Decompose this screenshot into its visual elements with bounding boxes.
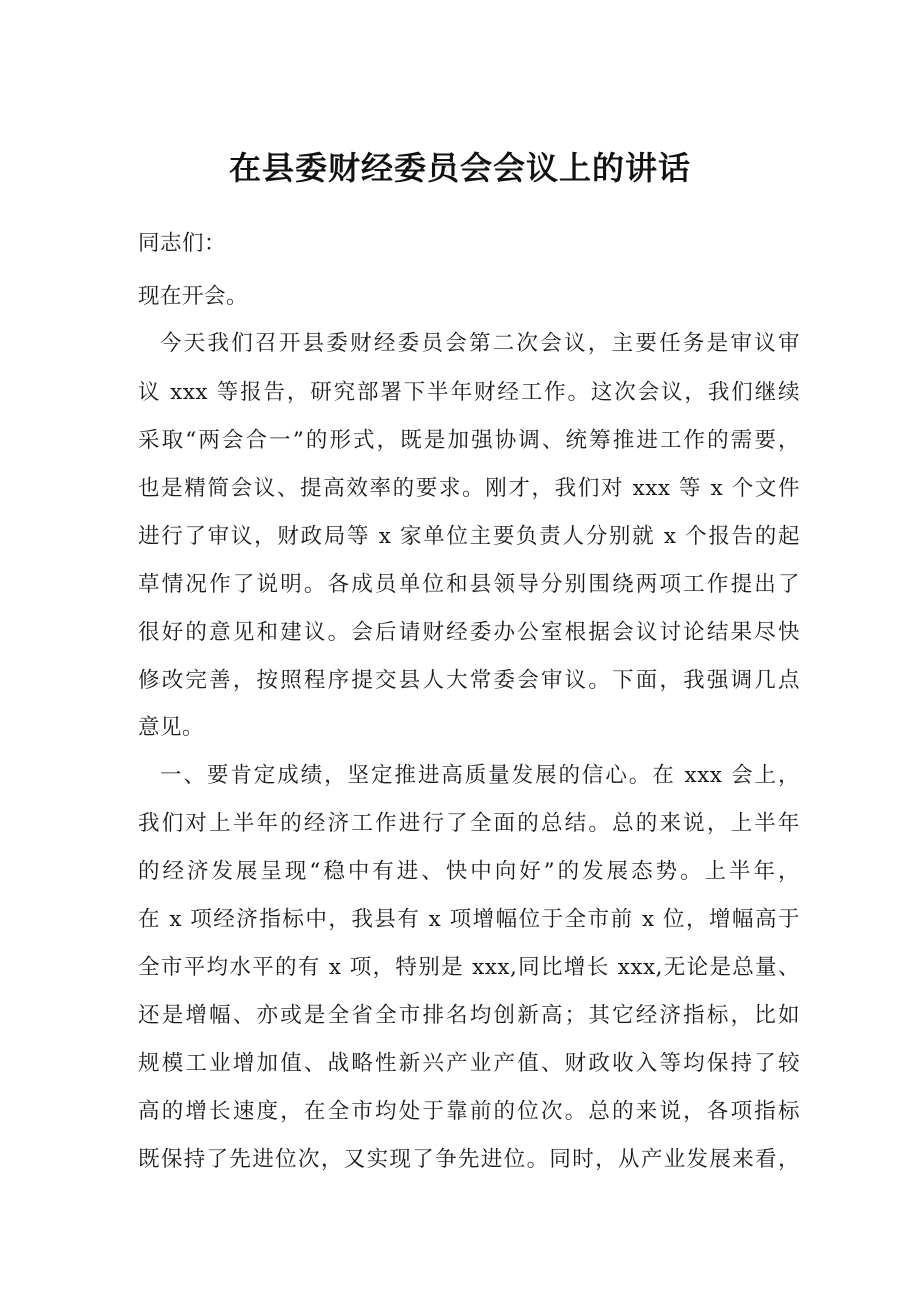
paragraph-1-line: 今天我们召开县委财经委员会第二次会议，主要任务是审议审 — [160, 331, 800, 356]
paragraph-1-line: 也是精简会议、提高效率的要求。刚才，我们对 xxx 等 x 个文件 — [138, 476, 800, 501]
paragraph-1-line: 修改完善，按照程序提交县人大常委会审议。下面，我强调几点 — [138, 668, 800, 693]
paragraph-2-line: 规模工业增加值、战略性新兴产业产值、财政收入等均保持了较 — [138, 1051, 800, 1076]
paragraph-2-line: 全市平均水平的有 x 项，特别是 xxx,同比增长 xxx,无论是总量、 — [138, 955, 800, 980]
paragraph-2-line: 在 x 项经济指标中，我县有 x 项增幅位于全市前 x 位，增幅高于 — [138, 907, 800, 932]
salutation: 同志们： — [138, 231, 227, 256]
paragraph-1-line: 意见。 — [138, 715, 205, 740]
paragraph-2-line: 高的增长速度，在全市均处于靠前的位次。总的来说，各项指标 — [138, 1099, 800, 1124]
paragraph-1-line: 议 xxx 等报告，研究部署下半年财经工作。这次会议，我们继续 — [138, 380, 800, 405]
paragraph-1-line: 很好的意见和建议。会后请财经委办公室根据会议讨论结果尽快 — [138, 620, 800, 645]
paragraph-2-line: 的经济发展呈现“稳中有进、快中向好”的发展态势。上半年， — [138, 859, 800, 884]
paragraph-1-line: 采取“两会合一”的形式，既是加强协调、统筹推进工作的需要， — [138, 428, 800, 453]
document-title: 在县委财经委员会会议上的讲话 — [228, 149, 691, 187]
paragraph-2-line: 还是增幅、亦或是全省全市排名均创新高；其它经济指标，比如 — [138, 1003, 800, 1028]
paragraph-1-line: 草情况作了说明。各成员单位和县领导分别围绕两项工作提出了 — [138, 572, 800, 597]
paragraph-2-line: 既保持了先进位次，又实现了争先进位。同时，从产业发展来看， — [138, 1147, 800, 1172]
paragraph-2-line: 一、要肯定成绩，坚定推进高质量发展的信心。在 xxx 会上， — [160, 763, 800, 788]
paragraph-1-line: 进行了审议，财政局等 x 家单位主要负责人分别就 x 个报告的起 — [138, 524, 800, 549]
opening-line: 现在开会。 — [138, 284, 249, 309]
paragraph-2-line: 我们对上半年的经济工作进行了全面的总结。总的来说，上半年 — [138, 811, 800, 836]
